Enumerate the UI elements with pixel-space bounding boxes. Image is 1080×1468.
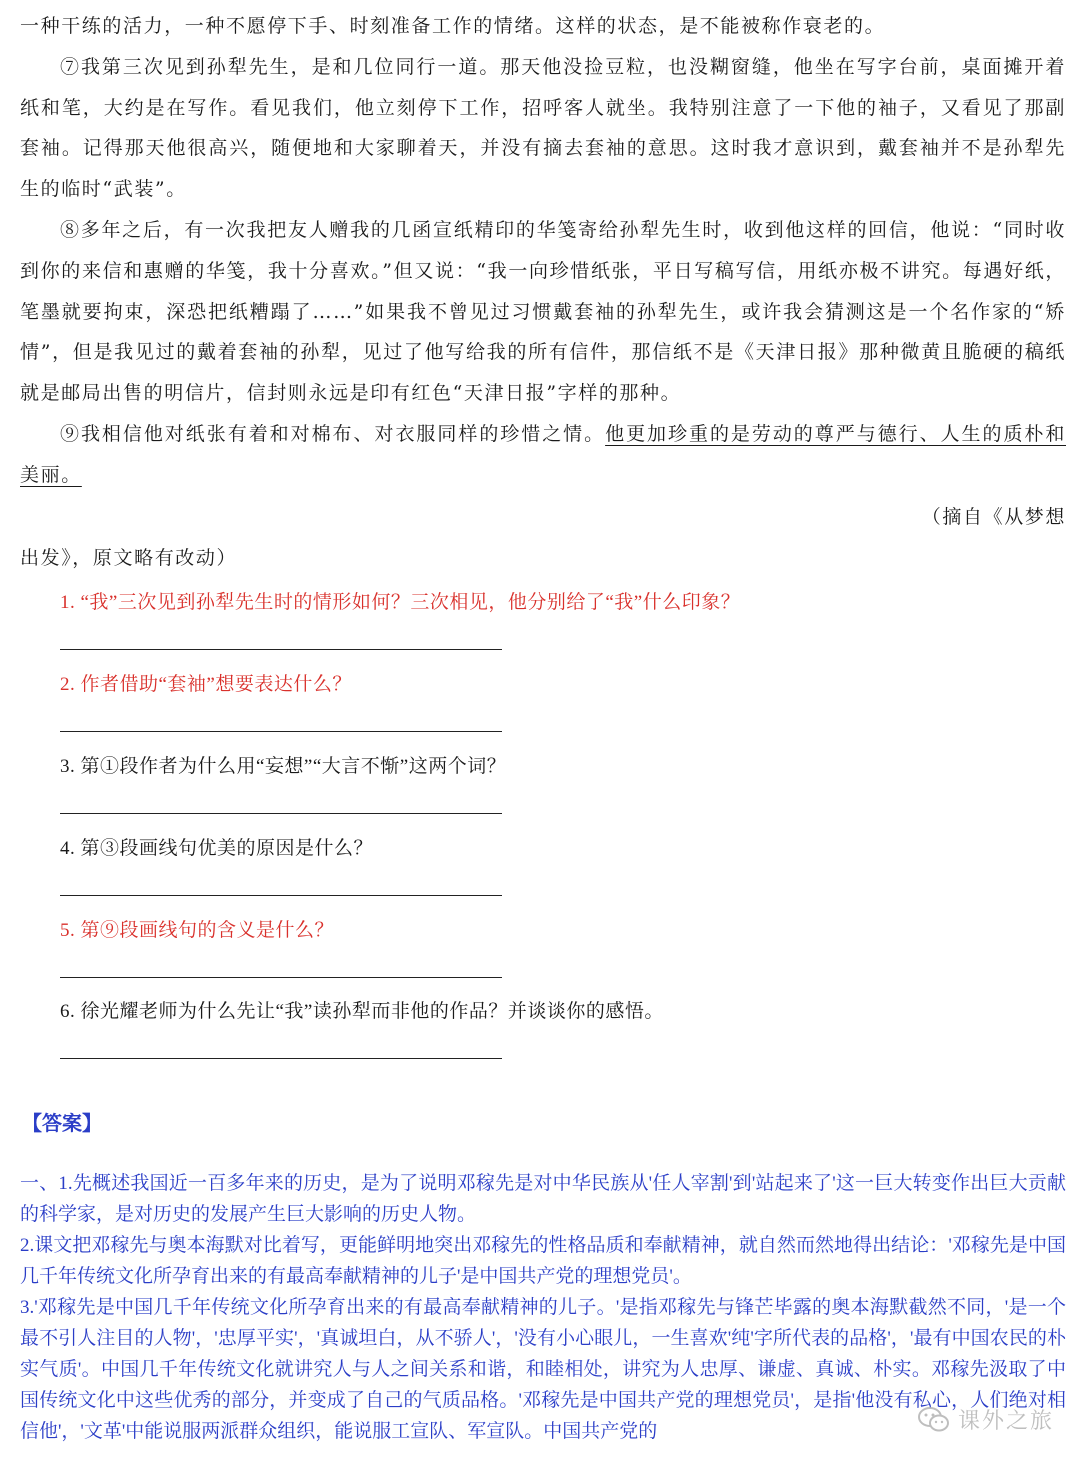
answer-line-3: [60, 813, 502, 814]
question-5: 5. 第⑨段画线句的含义是什么？: [60, 920, 335, 941]
source-citation: [20, 497, 1066, 579]
paragraph-9: [20, 414, 1066, 496]
answer-line-5: [60, 977, 502, 978]
answer-3: 3.'邓稼先是中国几千年传统文化所孕育出来的有最高奉献精神的儿子。'是指邓稼先与锋芒毕露的奥本海默截然不同，'是一个最不引人注目的人物'，'忠厚平实'，'真诚坦白，从不骄人'，'没有小心眼儿，一生喜欢'纯'字所代表的品格'，'最有中国农民的朴实气质'。中国几千年传统文化就讲究人与人之间关系和谐，和睦相处，讲究为人忠厚、谦虚、真诚、朴实。邓稼先汲取了中国传统文化中这些优秀的部分，并变成了自己的气质品格。'邓稼先是中国共产党的理想党员'，是指'他没有私心，人们绝对相信他'，'文革'中能说服两派群众组织，能说服工宣队、军宣队。中国共产党的: [20, 1297, 1066, 1442]
paragraph-continuation: 一种干练的活力，一种不愿停下手、时刻准备工作的情绪。这样的状态，是不能被称作衰老的。: [20, 15, 886, 37]
answer-line-6: [60, 1058, 502, 1059]
question-3: 3. 第①段作者为什么用“妄想”“大言不惭”这两个词？: [60, 756, 507, 777]
question-4: 4. 第③段画线句优美的原因是什么？: [60, 838, 374, 859]
answer-line-2: [60, 731, 502, 732]
watermark: [918, 1404, 1054, 1435]
answers-block: [20, 1168, 1066, 1447]
source-line-1: （摘自《从梦想: [921, 506, 1066, 528]
underlined-sentence: 他更加珍重的是劳动的尊严与德行、人生的质朴和美丽。: [20, 422, 1066, 486]
answer-line-4: [60, 895, 502, 896]
answer-line-1: [60, 649, 502, 650]
answers-heading: 【答案】: [22, 1113, 102, 1135]
passage: [20, 6, 1066, 496]
answer-2: 2.课文把邓稼先与奥本海默对比着写，更能鲜明地突出邓稼先的性格品质和奉献精神，就自然而然地得出结论：'邓稼先是中国几千年传统文化所孕育出来的有最高奉献精神的儿子'是中国共产党的理想党员'。: [20, 1235, 1066, 1287]
question-2: 2. 作者借助“套袖”想要表达什么？: [60, 674, 352, 695]
source-line-2: 出发》，原文略有改动）: [20, 546, 238, 569]
paragraph-7: ⑦我第三次见到孙犁先生，是和几位同行一道。那天他没捡豆粒，也没糊窗缝，他坐在写字台前，桌面摊开着纸和笔，大约是在写作。看见我们，他立刻停下工作，招呼客人就坐。我特别注意了一下他的袖子，又看见了那副套袖。记得那天他很高兴，随便地和大家聊着天，并没有摘去套袖的意思。这时我才意识到，戴套袖并不是孙犁先生的临时“武装”。: [20, 55, 1066, 201]
question-6: 6. 徐光耀老师为什么先让“我”读孙犁而非他的作品？并谈谈你的感悟。: [60, 1001, 664, 1022]
watermark-text: 课外之旅: [957, 1409, 1054, 1434]
paragraph-8: ⑧多年之后，有一次我把友人赠我的几函宣纸精印的华笺寄给孙犁先生时，收到他这样的回信，他说：“同时收到你的来信和惠赠的华笺，我十分喜欢。”但又说：“我一向珍惜纸张，平日写稿写信，用纸亦极不讲究。每遇好纸，笔墨就要拘束，深恐把纸糟蹋了……”如果我不曾见过习惯戴套袖的孙犁先生，或许我会猜测这是一个名作家的“矫情”，但是我见过的戴着套袖的孙犁，见过了他写给我的所有信件，那信纸不是《天津日报》那种微黄且脆硬的稿纸就是邮局出售的明信片，信封则永远是印有红色“天津日报”字样的那种。: [20, 218, 1066, 405]
answer-1: 一、1.先概述我国近一百多年来的历史，是为了说明邓稼先是对中华民族从'任人宰割'到'站起来了'这一巨大转变作出巨大贡献的科学家，是对历史的发展产生巨大影响的历史人物。: [20, 1173, 1066, 1225]
paragraph-9-text: ⑨我相信他对纸张有着和对棉布、对衣服同样的珍惜之情。: [60, 422, 606, 445]
question-1: 1. “我”三次见到孙犁先生时的情形如何？三次相见，他分别给了“我”什么印象？: [60, 592, 741, 613]
wechat-icon: [918, 1407, 950, 1433]
